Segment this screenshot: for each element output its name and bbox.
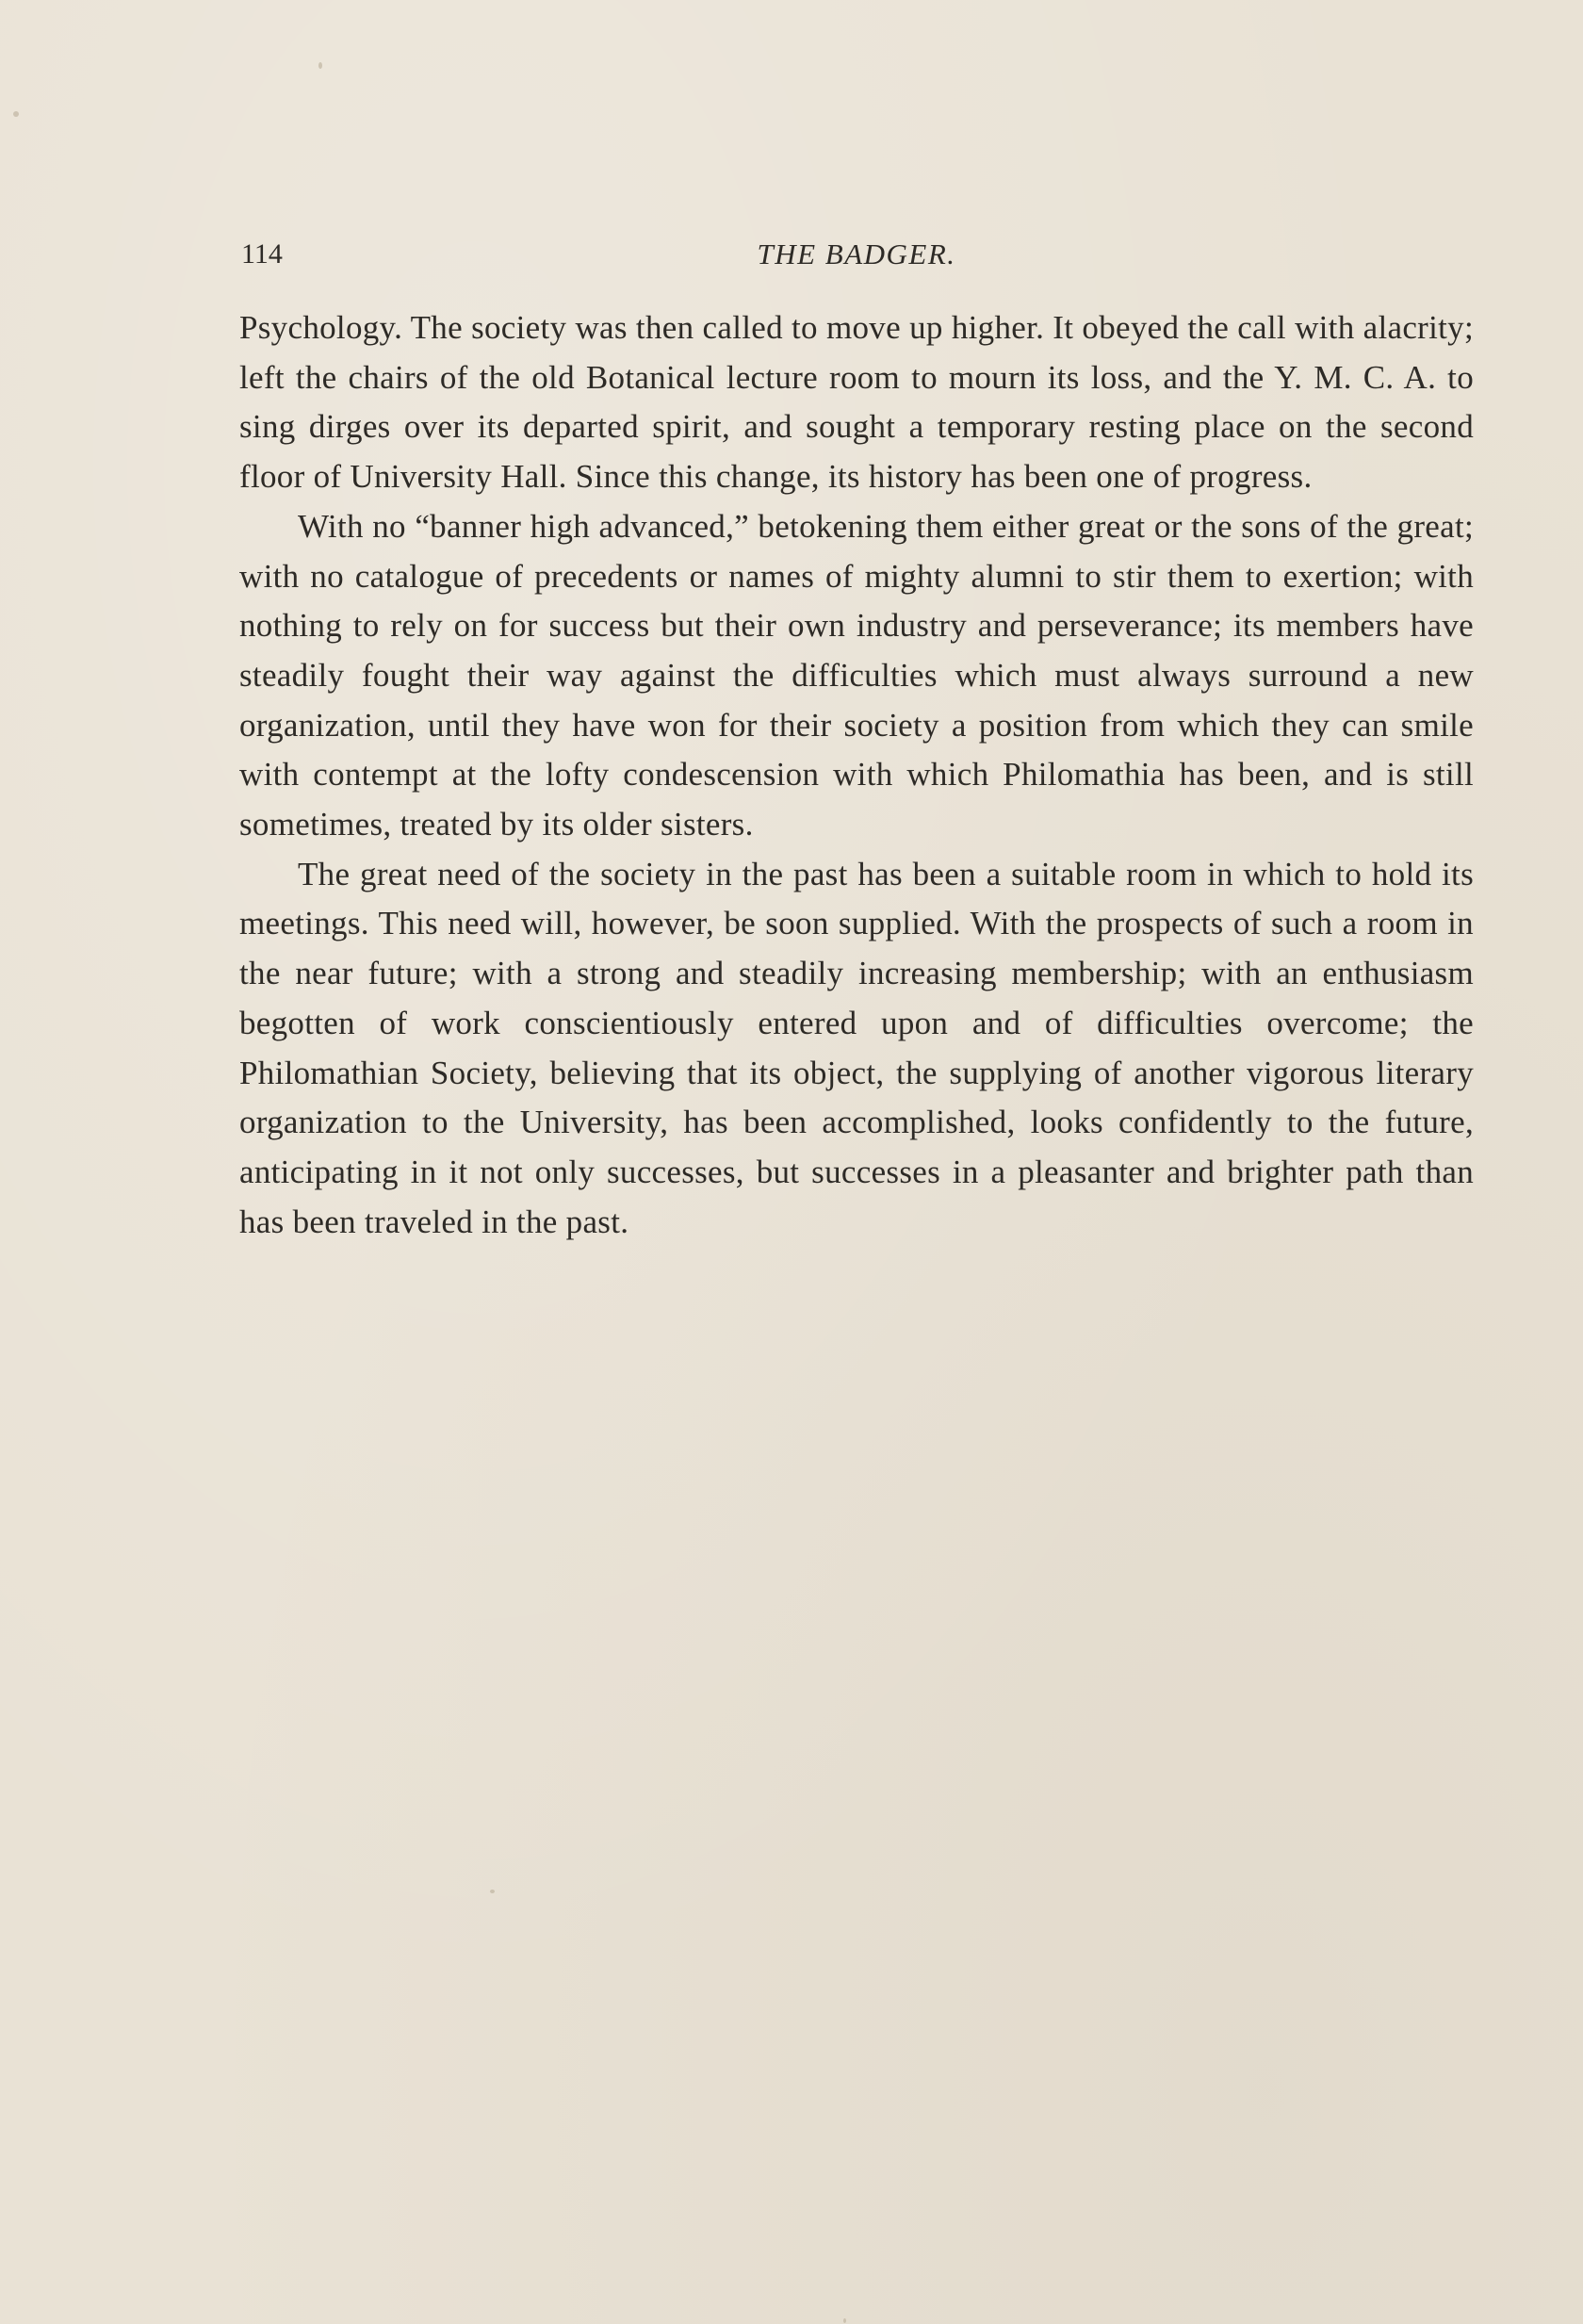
paragraph-2: With no “banner high advanced,” betokening them either great or the sons of the great; with no catalogue of precedents or names of mighty alumni to stir them to exertion; with nothing to rely on for success but their own industry and perseverance; its members have steadily fought their way against the difficulties which must always surround a new organization, until they have won for their society a position from which they can smile with contempt at the lofty condescension with which Philomathia has been, and is still sometimes, treated by its older sisters. <box>239 507 1474 843</box>
body-text <box>239 303 1474 1247</box>
running-head <box>241 234 1472 275</box>
paper-speck <box>843 2318 846 2323</box>
page-number: 114 <box>241 238 283 270</box>
paragraph-3: The great need of the society in the past has been a suitable room in which to hold its meetings. This need will, however, be soon supplied. With the prospects of such a room in the near future; with a strong and steadily increasing membership; with an enthusiasm begotten of work conscientiously entered upon and of difficulties overcome; the Philomathian Society, believing that its object, the supplying of another vigorous literary organization to the University, has been accomplished, looks confidently to the future, anticipating in it not only successes, but successes in a pleasanter and brighter path than has been traveled in the past. <box>239 855 1474 1240</box>
running-title: THE BADGER. <box>757 237 956 270</box>
paper-speck <box>490 1890 495 1893</box>
paragraph-1: Psychology. The society was then called to move up higher. It obeyed the call with alacrity; left the chairs of the old Botanical lecture room to mourn its loss, and the Y. M. C. A. to sing dirges over its departed spirit, and sought a temporary resting place on the second floor of University Hall. Since this change, its history has been one of progress. <box>239 309 1474 496</box>
paper-speck <box>13 111 19 117</box>
paper-speck <box>318 62 322 69</box>
